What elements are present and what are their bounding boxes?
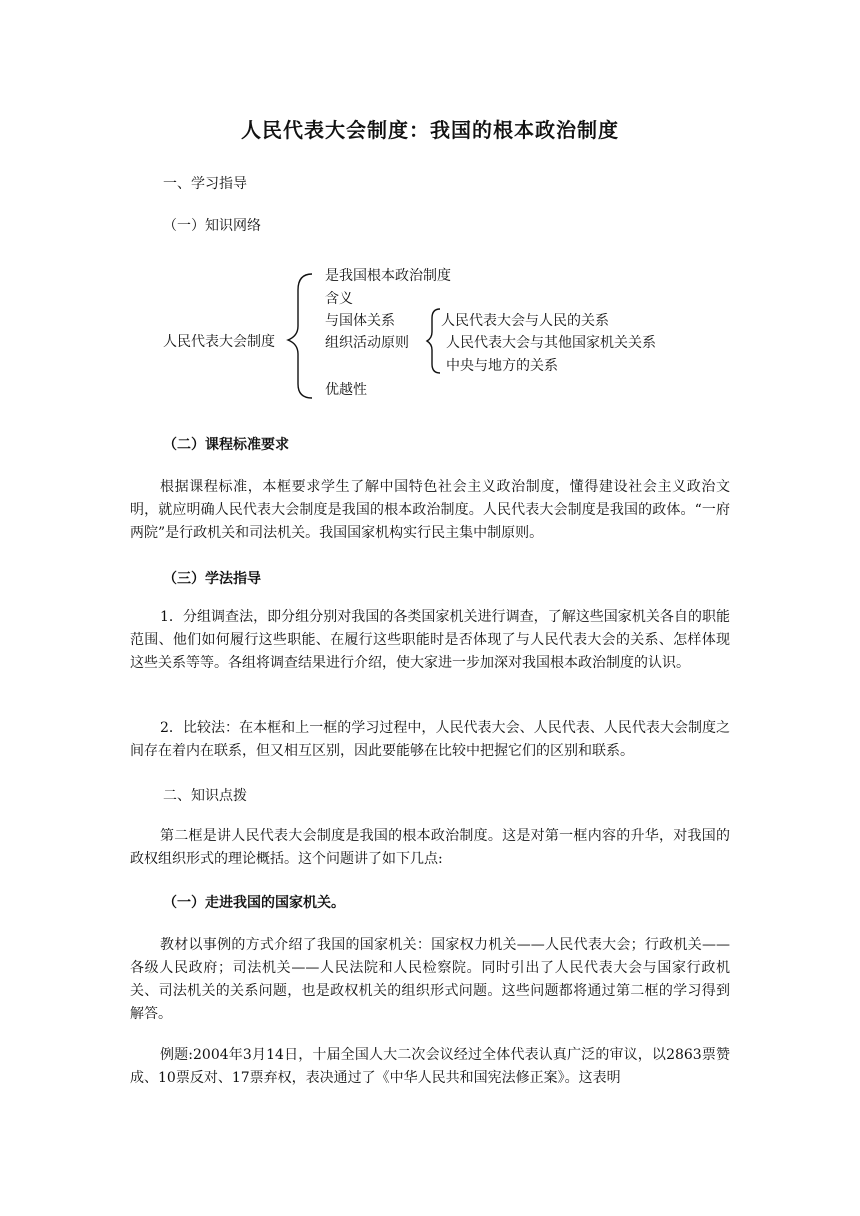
network-branch: 组织活动原则 — [325, 335, 409, 351]
network-branch: 优越性 — [325, 382, 367, 398]
network-subbranch: 中央与地方的关系 — [446, 358, 558, 374]
paragraph-knowledge-intro: 第二框是讲人民代表大会制度是我国的根本政治制度。这是对第一框内容的升华，对我国的政权组织形式的理论概括。这个问题讲了如下几点: — [130, 828, 730, 867]
subheading-study-method: （三）学法指导 — [163, 571, 261, 587]
sub-brace — [427, 309, 440, 373]
paragraph-curriculum-standard: 根据课程标准，本框要求学生了解中国特色社会主义政治制度，懂得建设社会主义政治文明，就应明确人民代表大会制度是我国的根本政治制度。人民代表大会制度是我国的政体。“一府两院”是行政机关和司法机关。我国国家机构实行民主集中制原则。 — [130, 479, 730, 541]
page-title: 人民代表大会制度：我国的根本政治制度 — [241, 118, 619, 142]
paragraph-method-1: 1．分组调查法，即分组分别对我国的各类国家机关进行调查，了解这些国家机关各自的职能范围、他们如何履行这些职能、在履行这些职能时是否体现了与人民代表大会的关系、怎样体现这些关系等等。各组将调查结果进行介绍，使大家进一步加深对我国根本政治制度的认识。 — [130, 609, 730, 671]
section-heading-knowledge-points: 二、知识点拨 — [163, 788, 247, 804]
paragraph-example: 例题:2004年3月14日，十届全国人大二次会议经过全体代表认真广泛的审议，以2863票赞成、10票反对、17票弃权，表决通过了《中华人民共和国宪法修正案》。这表明 — [130, 1047, 730, 1086]
network-root: 人民代表大会制度 — [163, 334, 275, 350]
subheading-state-organs: （一）走进我国的国家机关。 — [163, 895, 345, 911]
main-brace — [288, 274, 312, 398]
paragraph-method-2: 2．比较法：在本框和上一框的学习过程中，人民代表大会、人民代表、人民代表大会制度之间存在着内在联系，但又相互区别，因此要能够在比较中把握它们的区别和联系。 — [130, 720, 730, 759]
subheading-curriculum-standard: （二）课程标准要求 — [163, 437, 289, 453]
network-subbranch: 人民代表大会与其他国家机关关系 — [446, 335, 656, 351]
paragraph-state-organs: 教材以事例的方式介绍了我国的国家机关：国家权力机关——人民代表大会；行政机关——各级人民政府；司法机关——人民法院和人民检察院。同时引出了人民代表大会与国家行政机关、司法机关的关系问题，也是政权机关的组织形式问题。这些问题都将通过第二框的学习得到解答。 — [130, 937, 730, 1022]
network-branch: 是我国根本政治制度 — [325, 268, 451, 284]
section-heading-study-guide: 一、学习指导 — [163, 176, 247, 192]
subheading-knowledge-network: （一）知识网络 — [163, 218, 261, 234]
network-branch: 与国体关系 — [325, 313, 395, 329]
network-branch: 含义 — [325, 291, 353, 307]
knowledge-network-braces — [0, 0, 860, 420]
network-subbranch: 人民代表大会与人民的关系 — [441, 313, 609, 329]
